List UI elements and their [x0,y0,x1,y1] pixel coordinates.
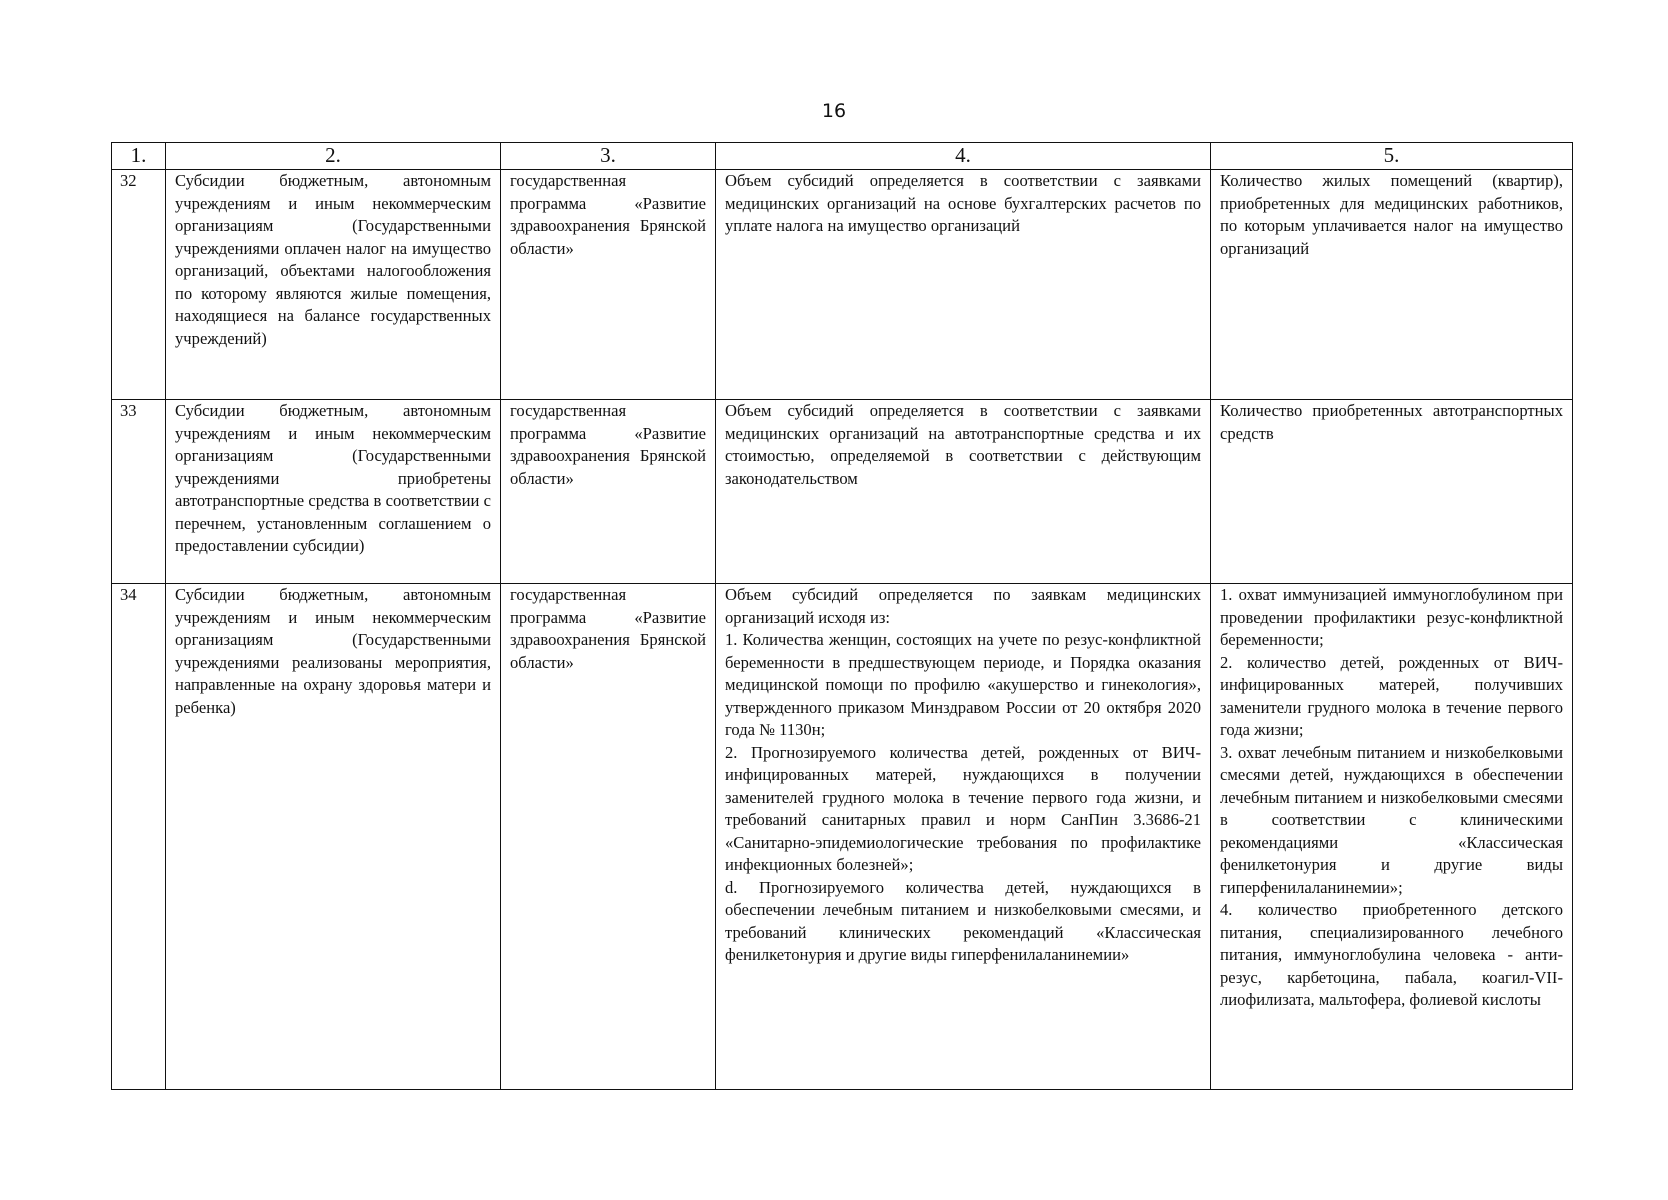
page-number: 16 [821,100,847,122]
row-number: 33 [112,400,166,584]
volume-method-item: 1. Количества женщин, состоящих на учете по резус-конфликтной беременности в предшествующем периоде, и Порядка оказания медицинской помощи по профилю «акушерство и гинекология», утвержденного приказом Минздравом России от 20 октября 2020 года № 1130н; [725,630,1201,739]
volume-method-cell: Объем субсидий определяется в соответствии с заявками медицинских организаций на автотранспортные средства и их стоимостью, определяемой в соответствии с действующим законодательством [716,400,1211,584]
recipient-cell: Субсидии бюджетным, автономным учреждениям и иным некоммерческим организациям (Государственными учреждениями приобретены автотранспортные средства в соответствии с перечнем, установленным соглашением о предоставлении субсидии) [166,400,501,584]
table-header-row [112,143,1573,170]
volume-method-cell [716,584,1211,1090]
header-cell-5: 5. [1211,143,1573,170]
header-cell-4: 4. [716,143,1211,170]
indicator-item: 1. охват иммунизацией иммуноглобулином при проведении профилактики резус-конфликтной беременности; [1220,585,1563,649]
recipient-cell: Субсидии бюджетным, автономным учреждениям и иным некоммерческим организациям (Государственными учреждениями реализованы мероприятия, направленные на охрану здоровья матери и ребенка) [166,584,501,1090]
subsidy-table [111,142,1573,1090]
program-cell: государственная программа «Развитие здравоохранения Брянской области» [501,584,716,1090]
row-number: 34 [112,584,166,1090]
header-cell-2: 2. [166,143,501,170]
indicator-item: 3. охват лечебным питанием и низкобелковыми смесями детей, нуждающихся в обеспечении лечебным питанием и низкобелковыми смесями в соответствии с клиническими рекомендациями «Классическая фенилкетонурия и другие виды гиперфенилаланинемии»; [1220,742,1563,897]
table-row [112,170,1573,400]
table-row [112,400,1573,584]
indicator-cell: Количество жилых помещений (квартир), приобретенных для медицинских работников, по которым уплачивается налог на имущество организаций [1211,170,1573,400]
indicator-cell: Количество приобретенных автотранспортных средств [1211,400,1573,584]
table-row [112,584,1573,1090]
indicator-item: 2. количество детей, рожденных от ВИЧ-инфицированных матерей, получивших заменители грудного молока в течение первого года жизни; [1220,652,1563,739]
recipient-cell: Субсидии бюджетным, автономным учреждениям и иным некоммерческим организациям (Государственными учреждениями оплачен налог на имущество организаций, объектами налогообложения по которому являются жилые помещения, находящиеся на балансе государственных учреждений) [166,170,501,400]
header-cell-1: 1. [112,143,166,170]
indicator-cell [1211,584,1573,1090]
program-cell: государственная программа «Развитие здравоохранения Брянской области» [501,400,716,584]
volume-method-cell: Объем субсидий определяется в соответствии с заявками медицинских организаций на основе бухгалтерских расчетов по уплате налога на имущество организаций [716,170,1211,400]
row-number: 32 [112,170,166,400]
program-cell: государственная программа «Развитие здравоохранения Брянской области» [501,170,716,400]
volume-method-item: d. Прогнозируемого количества детей, нуждающихся в обеспечении лечебным питанием и низкобелковыми смесями, и требований клинических рекомендаций «Классическая фенилкетонурия и другие виды гиперфенилаланинемии» [725,877,1201,964]
volume-method-item: 2. Прогнозируемого количества детей, рожденных от ВИЧ-инфицированных матерей, нуждающихся в получении заменителей грудного молока в течение первого года жизни, и требований санитарных правил и норм СанПин 3.3686-21 «Санитарно-эпидемиологические требования по профилактике инфекционных болезней»; [725,742,1201,874]
volume-method-item: Объем субсидий определяется по заявкам медицинских организаций исходя из: [725,585,1201,627]
indicator-item: 4. количество приобретенного детского питания, специализированного лечебного питания, иммуноглобулина человека - анти-резус, карбетоцина, пабала, коагил-VII-лиофилизата, мальтофера, фолиевой кислоты [1220,900,1563,1009]
header-cell-3: 3. [501,143,716,170]
